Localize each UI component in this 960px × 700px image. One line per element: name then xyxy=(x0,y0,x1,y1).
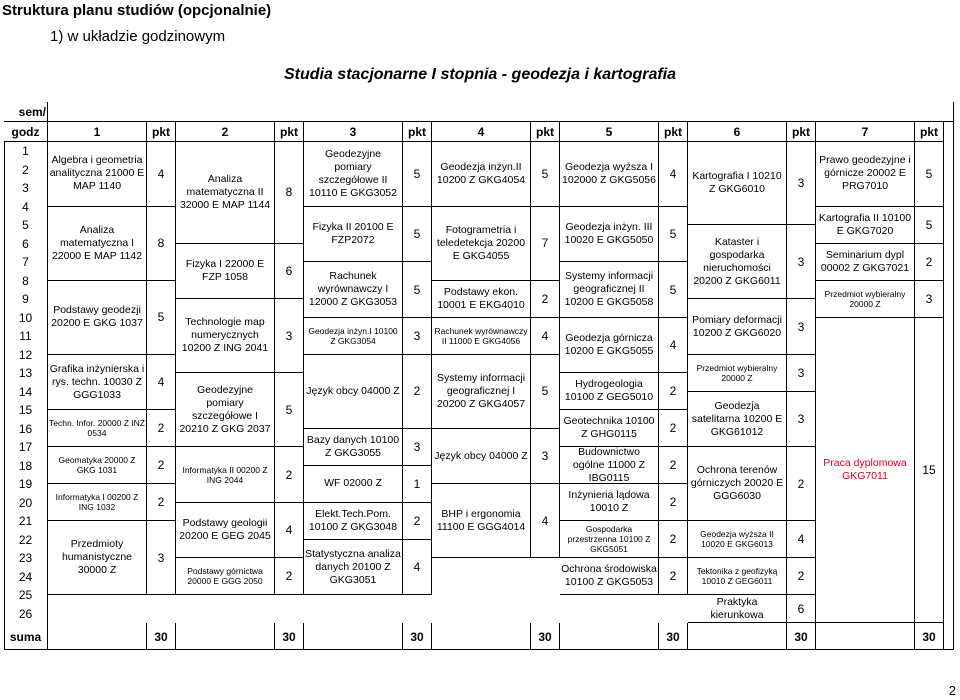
course-points xyxy=(787,521,816,558)
row-number: 2 xyxy=(4,161,48,180)
course-points xyxy=(915,281,944,318)
course-points xyxy=(659,207,688,263)
course-name: Geodezja wyższa II 10020 E GKG6013 xyxy=(700,529,774,550)
course-cell xyxy=(560,484,659,521)
course-points xyxy=(403,429,432,466)
course-cell xyxy=(560,373,659,410)
course-cell xyxy=(176,373,275,447)
course-name: Podstawy górnictwa 20000 E GGG 2050 xyxy=(187,566,263,587)
points-value: 2 xyxy=(797,476,805,491)
course-cell xyxy=(304,540,403,596)
course-points xyxy=(403,262,432,318)
course-name: Grafika inżynierska i rys. techn. 10030 Z GGG1033 xyxy=(49,362,145,401)
sum-empty xyxy=(816,623,915,650)
points-value: 6 xyxy=(285,264,293,278)
course-name: Techn. Infor. 20000 Z INZ 0534 xyxy=(49,418,145,439)
course-cell xyxy=(48,447,147,484)
points-value: 3 xyxy=(541,449,549,463)
points-value: 5 xyxy=(541,166,549,181)
course-cell xyxy=(48,281,147,355)
course-cell xyxy=(48,410,147,447)
course-name: Systemy informacji geograficznej II 10200 E GKG5058 xyxy=(564,270,654,308)
course-cell xyxy=(688,521,787,558)
course-points xyxy=(275,299,304,373)
row-number: 19 xyxy=(4,475,48,494)
course-points xyxy=(147,355,176,411)
course-name: Ochrona terenów górniczych 20020 E GGG6030 xyxy=(690,464,784,503)
page-number: 2 xyxy=(948,683,956,698)
course-points xyxy=(915,142,944,207)
course-cell xyxy=(560,558,659,595)
points-value: 5 xyxy=(925,166,933,181)
points-value: 2 xyxy=(413,513,421,528)
row-number: 7 xyxy=(4,253,48,272)
points-value: 2 xyxy=(157,421,165,436)
course-points xyxy=(531,484,560,558)
course-cell xyxy=(48,207,147,281)
points-value: 2 xyxy=(157,458,165,473)
course-points xyxy=(147,142,176,207)
course-name: Geodezyjne pomiary szczegółowe I 20210 Z GKG 2037 xyxy=(179,383,271,435)
sum-value: 30 xyxy=(659,623,688,650)
course-name: Przedmiot wybieralny 20000 Z xyxy=(824,288,906,309)
course-points xyxy=(915,207,944,244)
header-semester-4: 4 xyxy=(432,122,531,142)
row-number: 6 xyxy=(4,235,48,254)
course-points xyxy=(659,373,688,410)
course-points xyxy=(531,142,560,207)
course-points xyxy=(659,410,688,447)
points-value: 8 xyxy=(157,236,165,251)
header-sem-label: sem/ xyxy=(4,102,48,122)
header-semester-7: 7 xyxy=(816,122,915,142)
points-value: 4 xyxy=(413,560,421,574)
course-cell xyxy=(176,503,275,559)
row-number: 1 xyxy=(4,142,48,161)
points-value: 5 xyxy=(669,227,677,241)
sum-label: suma xyxy=(4,623,48,650)
course-name: Rachunek wyrównawczy II 11000 E GKG4056 xyxy=(434,325,528,346)
course-name: Ochrona środowiska 10100 Z GKG5053 xyxy=(561,563,657,589)
points-value: 5 xyxy=(413,282,421,297)
course-cell xyxy=(176,299,275,373)
course-name: Język obcy 04000 Z xyxy=(306,384,400,397)
course-cell xyxy=(816,281,915,318)
points-value: 7 xyxy=(541,236,549,251)
row-number: 4 xyxy=(4,198,48,217)
row-number: 8 xyxy=(4,272,48,291)
course-cell xyxy=(816,142,915,207)
points-value: 2 xyxy=(669,495,677,510)
course-cell xyxy=(432,429,531,485)
row-number: 26 xyxy=(4,605,48,624)
points-value: 2 xyxy=(669,421,677,436)
course-points xyxy=(787,447,816,521)
course-points xyxy=(915,244,944,281)
course-name: Praca dyplomowa GKG7011 xyxy=(823,456,907,482)
course-cell xyxy=(688,392,787,448)
course-points xyxy=(659,447,688,484)
course-name: Rachunek wyrównawczy I 12000 Z GKG3053 xyxy=(308,270,398,308)
course-points xyxy=(147,484,176,521)
course-points xyxy=(787,558,816,595)
course-cell xyxy=(560,410,659,447)
points-value: 2 xyxy=(669,569,677,584)
points-value: 6 xyxy=(797,601,805,616)
course-name: Podstawy geodezji 20200 E GKG 1037 xyxy=(51,304,143,330)
course-name: WF 02000 Z xyxy=(324,477,382,490)
course-name: Informatyka II 00200 Z ING 2044 xyxy=(182,464,268,485)
row-number: 12 xyxy=(4,346,48,365)
course-points xyxy=(275,373,304,447)
points-value: 2 xyxy=(669,532,677,547)
points-value: 15 xyxy=(922,462,936,477)
row-number: 15 xyxy=(4,401,48,420)
row-number: 23 xyxy=(4,549,48,568)
sum-empty xyxy=(688,623,787,650)
course-cell xyxy=(304,262,403,318)
course-cell xyxy=(304,207,403,263)
course-name: Geodezja wyższa I 102000 Z GKG5056 xyxy=(562,160,656,186)
course-points xyxy=(787,595,816,623)
course-name: Analiza matematyczna I 22000 E MAP 1142 xyxy=(51,223,143,262)
row-number: 25 xyxy=(4,586,48,605)
course-cell xyxy=(304,318,403,355)
course-cell xyxy=(176,244,275,300)
row-number: 9 xyxy=(4,290,48,309)
course-name: Geodezyjne pomiary szczegółowe II 10110 E GKG3052 xyxy=(309,147,397,199)
course-name: Budownictwo ogólne 11000 Z IBG0115 xyxy=(572,447,646,484)
course-points xyxy=(275,142,304,244)
points-value: 4 xyxy=(541,513,549,528)
course-points xyxy=(275,447,304,503)
points-value: 3 xyxy=(413,439,421,454)
course-name: Statystyczna analiza danych 20100 Z GKG3051 xyxy=(305,547,401,586)
course-name: Hydrogeologia 10100 Z GEG5010 xyxy=(564,378,654,404)
points-value: 5 xyxy=(413,227,421,241)
points-value: 5 xyxy=(285,402,293,417)
points-value: 1 xyxy=(413,476,421,491)
header-semester-1: 1 xyxy=(48,122,147,142)
course-name: Inżynieria lądowa 10010 Z xyxy=(568,489,650,515)
course-points xyxy=(403,207,432,263)
course-points xyxy=(531,318,560,355)
row-number: 5 xyxy=(4,216,48,235)
course-points xyxy=(275,558,304,595)
course-points xyxy=(915,318,944,623)
header-points: pkt xyxy=(787,122,816,142)
points-value: 3 xyxy=(797,365,805,380)
course-cell xyxy=(816,207,915,244)
course-cell xyxy=(432,207,531,281)
row-number: 18 xyxy=(4,457,48,476)
course-cell xyxy=(816,318,915,623)
points-value: 4 xyxy=(157,166,165,181)
page-subheading: 1) w układzie godzinowym xyxy=(50,28,226,45)
points-value: 4 xyxy=(285,523,293,537)
course-name: Bazy danych 10100 Z GKG3055 xyxy=(306,433,400,459)
row-number: 10 xyxy=(4,309,48,328)
course-name: Kartografia I 10210 Z GKG6010 xyxy=(692,170,782,196)
course-name: BHP i ergonomia 11100 E GGG4014 xyxy=(436,507,526,533)
header-semester-3: 3 xyxy=(304,122,403,142)
course-cell xyxy=(48,355,147,411)
course-name: Geodezja inżyn. III 10020 E GKG5050 xyxy=(564,221,654,246)
points-value: 5 xyxy=(157,310,165,325)
course-cell xyxy=(560,447,659,484)
course-cell xyxy=(560,521,659,558)
points-value: 5 xyxy=(669,282,677,297)
course-cell xyxy=(48,142,147,207)
course-points xyxy=(147,521,176,595)
course-points xyxy=(147,410,176,447)
course-points xyxy=(147,447,176,484)
points-value: 5 xyxy=(925,217,933,232)
sum-empty xyxy=(304,623,403,650)
course-name: Przedmioty humanistyczne 30000 Z xyxy=(61,538,133,577)
course-name: Język obcy 04000 Z xyxy=(434,449,528,462)
header-semester-5: 5 xyxy=(560,122,659,142)
sum-empty xyxy=(560,623,659,650)
course-name: Tektonika z geofizyką 10010 Z GEG6011 xyxy=(696,566,778,587)
course-cell xyxy=(48,521,147,595)
course-name: Geodezja satelitarna 10200 E GKG61012 xyxy=(691,399,783,438)
course-points xyxy=(531,429,560,485)
course-points xyxy=(787,392,816,448)
points-value: 5 xyxy=(541,384,549,399)
course-points xyxy=(531,207,560,281)
sum-empty xyxy=(176,623,275,650)
sum-value: 30 xyxy=(915,623,944,650)
header-points: pkt xyxy=(659,122,688,142)
header-points: pkt xyxy=(275,122,304,142)
course-cell xyxy=(304,466,403,503)
course-points xyxy=(659,558,688,595)
points-value: 3 xyxy=(285,328,293,343)
course-name: Pomiary deformacji 10200 Z GKG6020 xyxy=(692,313,782,339)
course-name: Praktyka kierunkowa xyxy=(710,595,764,621)
row-number: 20 xyxy=(4,494,48,513)
course-cell xyxy=(688,447,787,521)
course-name: Podstawy ekon. 10001 E EKG4010 xyxy=(437,285,525,311)
points-value: 4 xyxy=(669,166,677,181)
course-name: Przedmiot wybieralny 20000 Z xyxy=(696,362,778,383)
course-points xyxy=(403,540,432,596)
course-name: Seminarium dypl 00002 Z GKG7021 xyxy=(820,248,910,274)
points-value: 2 xyxy=(285,467,293,482)
course-cell xyxy=(432,318,531,355)
course-points xyxy=(659,521,688,558)
course-points xyxy=(403,142,432,207)
course-cell xyxy=(688,595,787,623)
points-value: 2 xyxy=(157,495,165,510)
course-cell xyxy=(176,447,275,503)
points-value: 4 xyxy=(797,532,805,547)
row-number: 11 xyxy=(4,327,48,346)
course-name: Geotechnika 10100 Z GHG0115 xyxy=(563,415,655,441)
course-cell xyxy=(48,484,147,521)
points-value: 4 xyxy=(157,375,165,389)
points-value: 2 xyxy=(669,384,677,399)
course-name: Algebra i geometria analityczna 21000 E MAP 1140 xyxy=(49,154,145,193)
course-cell xyxy=(688,142,787,225)
course-points xyxy=(659,318,688,374)
points-value: 3 xyxy=(797,412,805,426)
course-points xyxy=(659,262,688,318)
points-value: 3 xyxy=(413,328,421,343)
course-cell xyxy=(688,225,787,299)
points-value: 3 xyxy=(797,254,805,269)
course-points xyxy=(659,484,688,521)
course-points xyxy=(531,355,560,429)
course-name: Geodezja inżyn.I 10100 Z GKG3054 xyxy=(308,325,398,346)
course-cell xyxy=(176,558,275,595)
course-name: Analiza matematyczna II 32000 E MAP 1144 xyxy=(179,172,271,211)
points-value: 2 xyxy=(285,569,293,584)
course-points xyxy=(787,299,816,355)
header-band xyxy=(48,102,954,122)
course-name: Podstawy geologii 20200 E GEG 2045 xyxy=(179,517,271,542)
course-name: Kataster i gospodarka nieruchomości 20200 Z GKG6011 xyxy=(693,235,781,287)
sum-value: 30 xyxy=(787,623,816,650)
points-value: 2 xyxy=(797,569,805,584)
course-cell xyxy=(432,355,531,429)
course-points xyxy=(275,244,304,300)
course-name: Geodezja górnicza 10200 E GKG5055 xyxy=(564,332,654,357)
course-points xyxy=(403,318,432,355)
course-points xyxy=(147,207,176,281)
course-cell xyxy=(432,484,531,558)
row-number: 17 xyxy=(4,438,48,457)
sum-value: 30 xyxy=(403,623,432,650)
course-cell xyxy=(304,503,403,540)
course-cell xyxy=(560,262,659,318)
course-cell xyxy=(560,142,659,207)
course-points xyxy=(659,142,688,207)
course-points xyxy=(147,281,176,355)
header-semester-6: 6 xyxy=(688,122,787,142)
course-cell xyxy=(688,355,787,392)
course-points xyxy=(275,503,304,559)
header-points: pkt xyxy=(915,122,944,142)
course-points xyxy=(787,142,816,225)
course-cell xyxy=(176,142,275,244)
row-number: 16 xyxy=(4,420,48,439)
course-cell xyxy=(304,142,403,207)
page-title: Studia stacjonarne I stopnia - geodezja i kartografia xyxy=(283,66,677,83)
points-value: 3 xyxy=(797,319,805,334)
course-points xyxy=(787,225,816,299)
row-number: 14 xyxy=(4,383,48,402)
course-cell xyxy=(560,318,659,374)
course-name: Geomatyka 20000 Z GKG 1031 xyxy=(58,455,136,476)
sum-value: 30 xyxy=(147,623,176,650)
row-number: 22 xyxy=(4,531,48,550)
row-number: 21 xyxy=(4,512,48,531)
points-value: 5 xyxy=(413,166,421,181)
course-points xyxy=(403,355,432,429)
course-name: Elekt.Tech.Pom. 10100 Z GKG3048 xyxy=(308,507,398,533)
header-points: pkt xyxy=(531,122,560,142)
course-cell xyxy=(432,281,531,318)
course-name: Prawo geodezyjne i górnicze 20002 E PRG7010 xyxy=(819,154,911,193)
points-value: 8 xyxy=(285,185,293,200)
course-cell xyxy=(304,355,403,429)
course-name: Gospodarka przestrzenna 10100 Z GKG5051 xyxy=(567,524,651,555)
sum-value: 30 xyxy=(531,623,560,650)
points-value: 2 xyxy=(925,254,933,269)
row-number: 3 xyxy=(4,179,48,198)
header-points: pkt xyxy=(403,122,432,142)
course-name: Fizyka I 22000 E FZP 1058 xyxy=(185,258,265,283)
course-name: Fotogrametria i teledetekcja 20200 E GKG4055 xyxy=(436,223,526,262)
points-value: 4 xyxy=(669,338,677,352)
points-value: 2 xyxy=(413,384,421,399)
course-cell xyxy=(560,207,659,263)
course-cell xyxy=(304,429,403,466)
course-points xyxy=(403,466,432,503)
sum-empty xyxy=(432,623,531,650)
sum-empty xyxy=(48,623,147,650)
course-cell xyxy=(688,299,787,355)
course-name: Geodezja inżyn.II 10200 Z GKG4054 xyxy=(436,160,526,186)
header-semester-2: 2 xyxy=(176,122,275,142)
study-plan-table xyxy=(4,102,954,650)
course-name: Systemy informacji geograficznej I 20200 Z GKG4057 xyxy=(436,371,526,410)
points-value: 2 xyxy=(541,291,549,306)
course-points xyxy=(531,281,560,318)
points-value: 2 xyxy=(669,458,677,473)
header-points: pkt xyxy=(147,122,176,142)
points-value: 3 xyxy=(797,176,805,191)
course-cell xyxy=(432,142,531,207)
course-name: Technologie map numerycznych 10200 Z ING 2041 xyxy=(181,316,269,355)
header-godz-label: godz xyxy=(4,122,48,142)
course-cell xyxy=(816,244,915,281)
points-value: 3 xyxy=(925,291,933,306)
row-number: 13 xyxy=(4,364,48,383)
course-points xyxy=(787,355,816,392)
sum-value: 30 xyxy=(275,623,304,650)
row-number: 24 xyxy=(4,568,48,587)
page-heading: Struktura planu studiów (opcjonalnie) xyxy=(2,2,272,19)
points-value: 3 xyxy=(157,550,165,565)
course-points xyxy=(403,503,432,540)
course-name: Informatyka I 00200 Z ING 1032 xyxy=(55,492,139,513)
points-value: 4 xyxy=(541,328,549,343)
course-name: Fizyka II 20100 E FZP2072 xyxy=(312,221,394,246)
course-name: Kartografia II 10100 E GKG7020 xyxy=(818,211,912,237)
course-cell xyxy=(688,558,787,595)
